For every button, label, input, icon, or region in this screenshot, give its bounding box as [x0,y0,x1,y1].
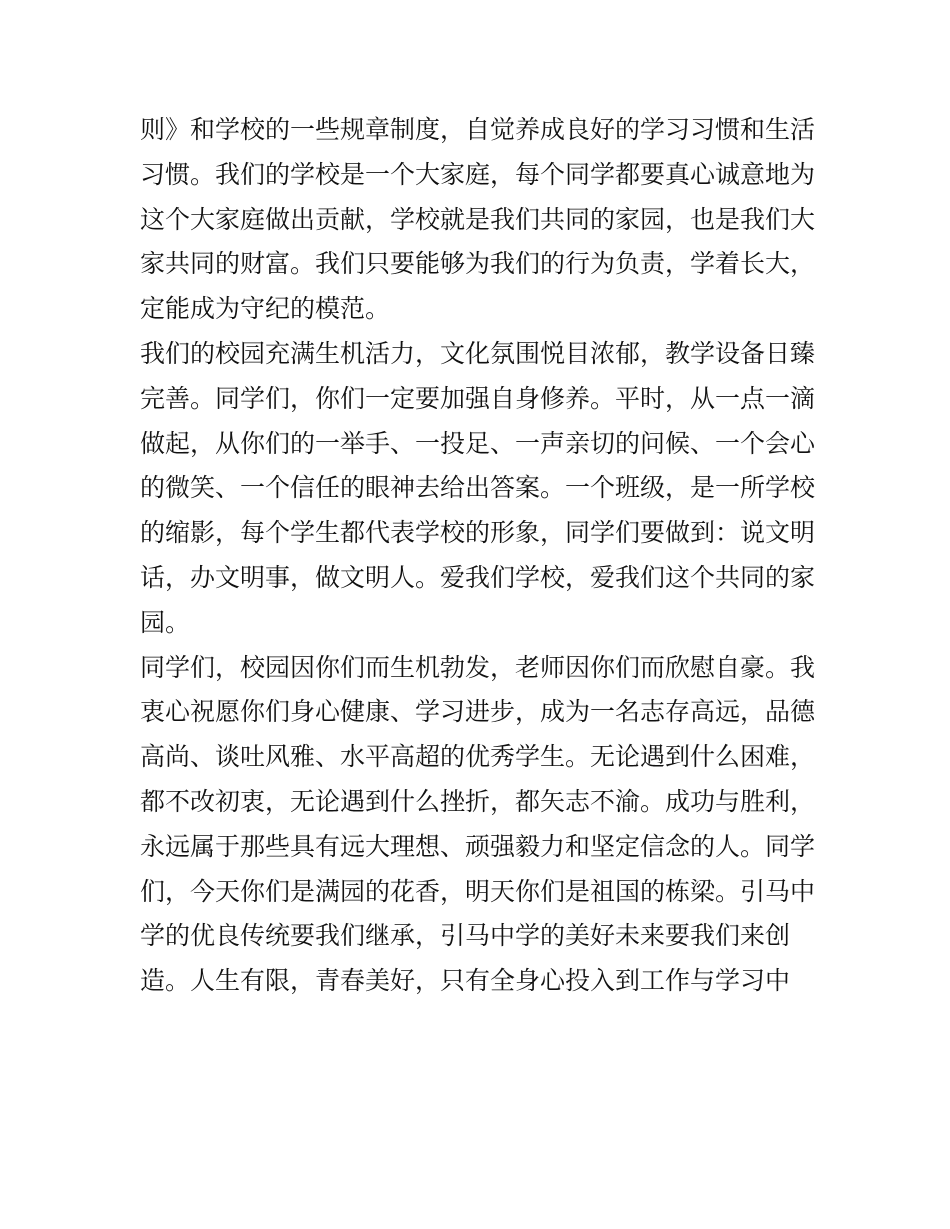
paragraph-1: 则》和学校的一些规章制度，自觉养成良好的学习习惯和生活 习惯。我们的学校是一个大家庭，每个同学都要真心诚意地为 这个大家庭做出贡献，学校就是我们共同的家园，也是我们大 家共同的财富。我们只要能够为我们的行为负责，学着长大， 定能成为守纪的模范。 [140,115,816,324]
body-text [140,108,820,1004]
paragraph-3: 同学们，校园因你们而生机勃发，老师因你们而欣慰自豪。我 衷心祝愿你们身心健康、学习进步，成为一名志存高远，品德 高尚、谈吐风雅、水平高超的优秀学生。无论遇到什么困难， 都不改初衷，无论遇到什么挫折，都矢志不渝。成功与胜利， 永远属于那些具有远大理想、顽强毅力和坚定信念的人。同学 们，今天你们是满园的花香，明天你们是祖国的栋梁。引马中 学的优良传统要我们继承，引马中学的美好未来要我们来创 造。人生有限，青春美好，只有全身心投入到工作与学习中 [140,652,816,996]
paragraph-2: 我们的校园充满生机活力，文化氛围悦目浓郁，教学设备日臻 完善。同学们，你们一定要加强自身修养。平时，从一点一滴 做起，从你们的一举手、一投足、一声亲切的问候、一个会心 的微笑、一个信任的眼神去给出答案。一个班级，是一所学校 的缩影，每个学生都代表学校的形象，同学们要做到：说文明 话，办文明事，做文明人。爱我们学校，爱我们这个共同的家 园。 [140,338,816,637]
